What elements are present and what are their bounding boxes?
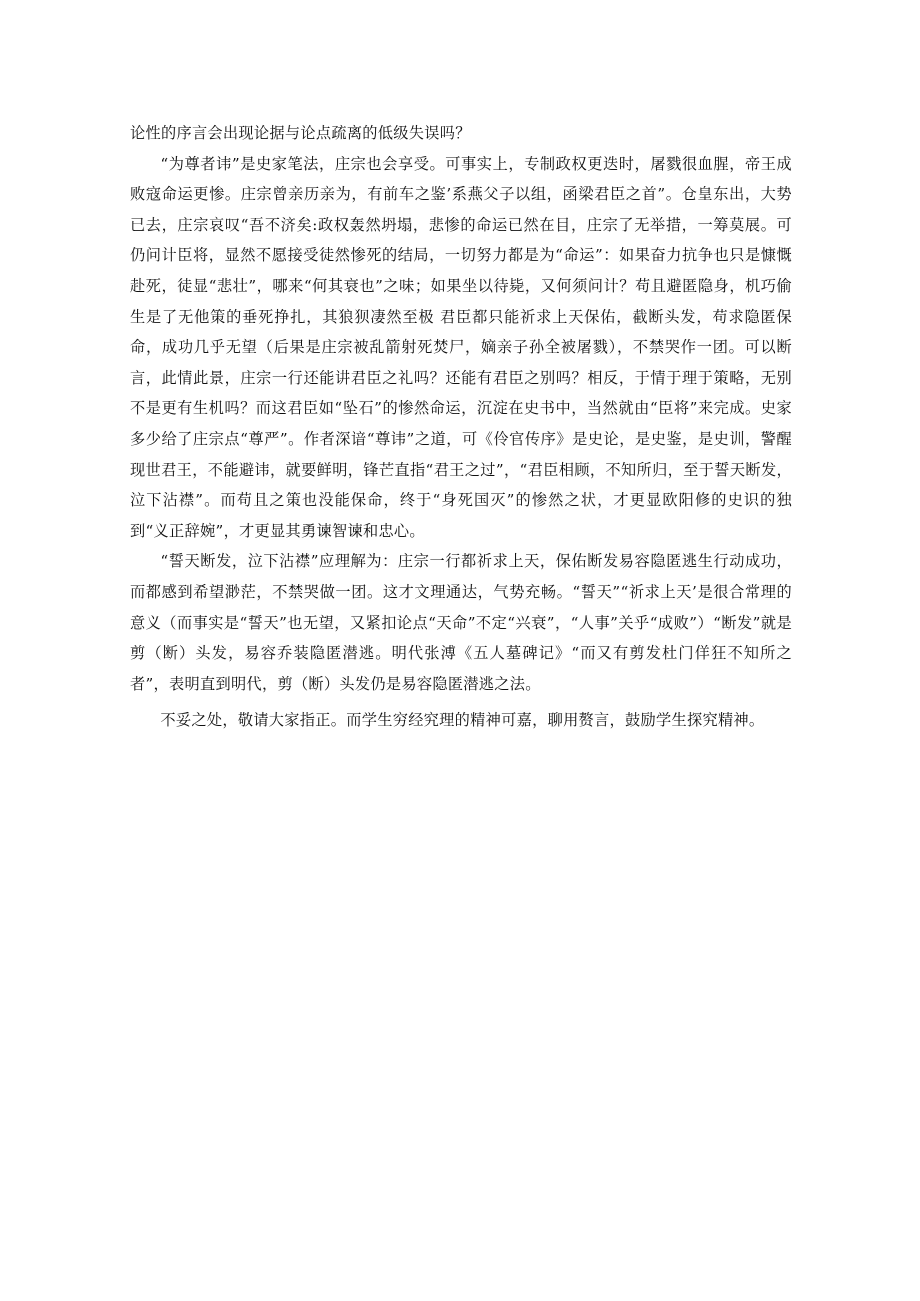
- document-page: [130, 118, 792, 736]
- paragraph-continuation: 论性的序言会出现论据与论点疏离的低级失误吗？: [130, 124, 471, 142]
- paragraph-taboo-convention: “为尊者讳”是史家笔法，庄宗也会享受。可事实上，专制政权更迭时，屠戮很血腥，帝王成败寇命运更惨。庄宗曾亲历亲为，有前车之鉴’系燕父子以组，函梁君臣之首”。仓皇东出，大势已去，庄宗哀叹“吾不济矣:政权轰然坍塌，悲惨的命运已然在目，庄宗了无举措，一筹莫展。可仍问计臣将，显然不愿接受徒然惨死的结局，一切努力都是为“命运”：如果奋力抗争也只是慷慨赴死，徒显“悲壮”，哪来“何其衰也”之味；如果坐以待毙，又何须问计？苟且避匿隐身，机巧偷生是了无他策的垂死挣扎，其狼狈凄然至极 君臣都只能祈求上天保佑，截断头发，苟求隐匿保命，成功几乎无望（后果是庄宗被乱箭射死焚尸，嫡亲子孙全被屠戮），不禁哭作一团。可以断言，此情此景，庄宗一行还能讲君臣之礼吗？还能有君臣之别吗？相反，于情于理于策略，无别不是更有生机吗？而这君臣如“坠石”的惨然命运，沉淀在史书中，当然就由“臣将”来完成。史家多少给了庄宗点“尊严”。作者深谙“尊讳”之道，可《伶官传序》是史论，是史鉴，是史训，警醒现世君王，不能避讳，就要鲜明，锋芒直指“君王之过”，“君臣相顾，不知所归，至于誓天断发，泣下沾襟”。而苟且之策也没能保命，终于“身死国灭”的惨然之状，才更显欧阳修的史识的独到“义正辞婉”，才更显其勇谏智谏和忠心。: [130, 154, 792, 540]
- paragraph-oath-interpretation: “誓天断发，泣下沾襟”应理解为：庄宗一行都祈求上天，保佑断发易容隐匿逃生行动成功，而都感到希望渺茫，不禁哭做一团。这才文理通达，气势充畅。“誓天”“祈求上天’是很合常理的意义（而事实是“誓天”也无望，又紧扣论点“天命”不定“兴衰”，“人事”关乎“成败”）“断发”就是剪（断）头发，易容乔装隐匿潜逃。明代张溥《五人墓碑记》“而又有剪发杜门佯狂不知所之者”，表明直到明代，剪（断）头发仍是易容隐匿潜逃之法。: [130, 552, 792, 693]
- paragraph-closing-remark: 不妥之处，敬请大家指正。而学生穷经究理的精神可嘉，聊用赘言，鼓励学生探究精神。: [160, 711, 765, 730]
